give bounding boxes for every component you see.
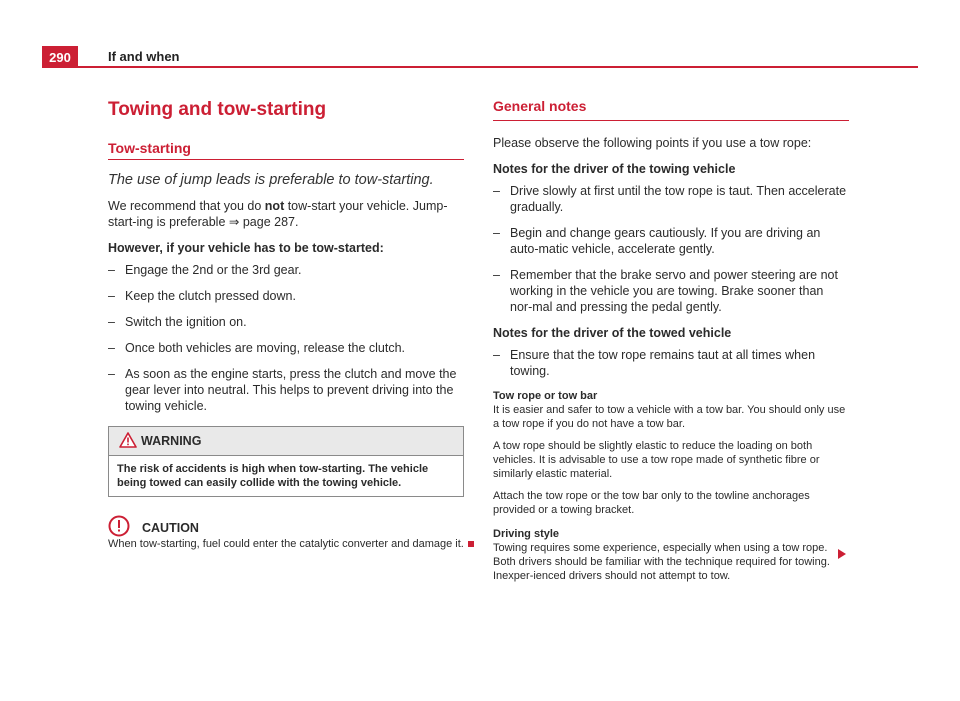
right-column	[493, 98, 849, 583]
towed-driver-heading: Notes for the driver of the towed vehicle	[493, 326, 732, 340]
list-item: – Remember that the brake servo and power steering are not working in the vehicle you are towing. Brake sooner than nor-mal and pressing the pedal gently.	[493, 267, 849, 315]
caution-text	[108, 537, 464, 551]
list-item: – Drive slowly at first until the tow rope is taut. Then accelerate gradually.	[493, 183, 849, 215]
page-number: 290	[42, 46, 78, 68]
caution-header	[108, 515, 464, 537]
list-item: – Keep the clutch pressed down.	[108, 288, 464, 304]
tow-rope-heading: Tow rope or tow bar	[493, 390, 598, 402]
list-item: – Once both vehicles are moving, release the clutch.	[108, 340, 464, 356]
tow-start-condition: However, if your vehicle has to be tow-started:	[108, 241, 384, 255]
warning-header	[109, 427, 463, 455]
towing-driver-list	[493, 183, 849, 315]
warning-text: The risk of accidents is high when tow-starting. The vehicle being towed can easily collide with the towing vehicle.	[109, 455, 463, 496]
tow-start-steps	[108, 262, 464, 414]
tow-rope-paragraph-2: A tow rope should be slightly elastic to reduce the loading on both vehicles. It is advisable to use a tow rope made of synthetic fibre or similarly elastic material.	[493, 440, 820, 480]
recommendation-text-b: tow-start your vehicle. Jump-start-ing is preferable ⇒ page 287.	[108, 199, 448, 229]
page-title: Towing and tow-starting	[108, 99, 327, 120]
tow-rope-paragraph-3: Attach the tow rope or the tow bar only to the towline anchorages provided or a towing bracket.	[493, 490, 810, 516]
towing-driver-heading: Notes for the driver of the towing vehicle	[493, 162, 736, 176]
recommendation-paragraph	[108, 198, 464, 230]
recommendation-text-a: We recommend that you do	[108, 199, 265, 213]
tow-starting-heading: Tow-starting	[108, 140, 464, 160]
list-item: – Switch the ignition on.	[108, 314, 464, 330]
list-item: – Begin and change gears cautiously. If you are driving an auto-matic vehicle, accelerate gently.	[493, 225, 849, 257]
list-item: – As soon as the engine starts, press the clutch and move the gear lever into neutral. This helps to prevent driving into the towing vehicle.	[108, 366, 464, 414]
caution-text-content: When tow-starting, fuel could enter the catalytic converter and damage it.	[108, 538, 464, 550]
general-notes-intro: Please observe the following points if you use a tow rope:	[493, 136, 812, 150]
section-end-square-icon	[468, 541, 474, 547]
section-title: If and when	[108, 49, 180, 64]
left-column	[108, 98, 464, 551]
towed-driver-list	[493, 347, 849, 379]
tow-starting-intro: The use of jump leads is preferable to tow-starting.	[108, 172, 434, 188]
caution-title: CAUTION	[142, 521, 199, 535]
continue-arrow-icon	[838, 549, 846, 559]
general-notes-heading: General notes	[493, 98, 849, 121]
warning-triangle-icon	[119, 432, 137, 453]
warning-box	[108, 426, 464, 497]
warning-title: WARNING	[141, 434, 202, 448]
list-item: – Engage the 2nd or the 3rd gear.	[108, 262, 464, 278]
tow-rope-paragraph-1: It is easier and safer to tow a vehicle with a tow bar. You should only use a tow rope if you do not have a tow bar.	[493, 404, 846, 430]
driving-style-paragraph: Towing requires some experience, especially when using a tow rope. Both drivers should be familiar with the technique required for towing. Inexper-ienced drivers should not attempt to tow.	[493, 542, 830, 582]
recommendation-bold: not	[264, 199, 285, 213]
header-rule	[42, 66, 918, 68]
list-item: – Ensure that the tow rope remains taut at all times when towing.	[493, 347, 849, 379]
driving-style-heading: Driving style	[493, 528, 560, 540]
